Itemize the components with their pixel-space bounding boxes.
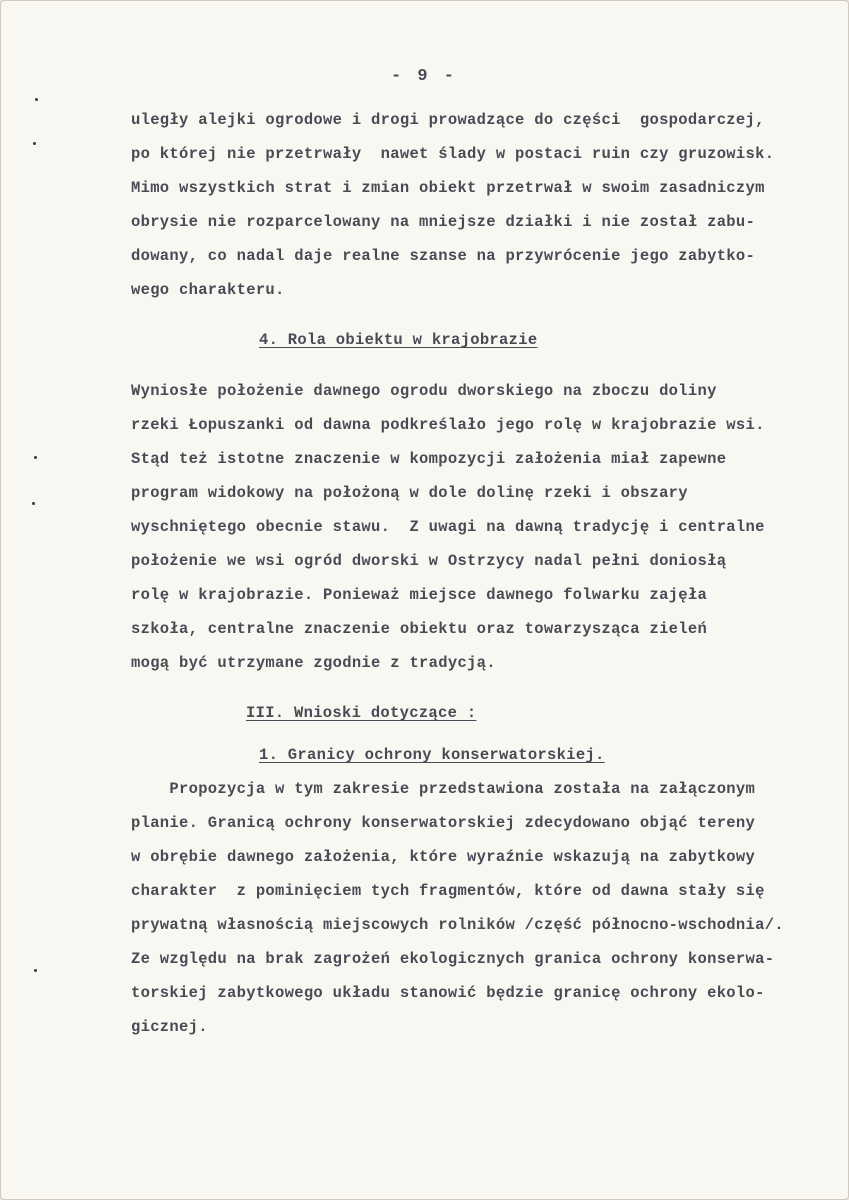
text-line: planie. Granicą ochrony konserwatorskiej zdecydowano objąć tereny [131,814,756,832]
text-line: gicznej. [131,1018,208,1036]
margin-speck [33,142,36,145]
text-line: po której nie przetrwały nawet ślady w postaci ruin czy gruzowisk. [131,145,775,163]
text-line: wyschniętego obecnie stawu. Z uwagi na dawną tradycję i centralne [131,518,765,536]
text-line: Ze względu na brak zagrożeń ekologicznych granica ochrony konserwa- [131,950,775,968]
text-line: obrysie nie rozparcelowany na mniejsze działki i nie został zabu- [131,213,756,231]
text-line: dowany, co nadal daje realne szanse na przywrócenie jego zabytko- [131,247,756,265]
text-line: Mimo wszystkich strat i zmian obiekt przetrwał w swoim zasadniczym [131,179,765,197]
text-line: szkoła, centralne znaczenie obiektu oraz towarzysząca zieleń [131,620,708,638]
section-heading: 4. Rola obiektu w krajobrazie [259,331,538,349]
text-line: wego charakteru. [131,281,285,299]
margin-speck [34,969,37,972]
margin-speck [32,502,35,505]
text-line: charakter z pominięciem tych fragmentów, które od dawna stały się [131,882,765,900]
text-line: mogą być utrzymane zgodnie z tradycją. [131,654,496,672]
text-line: w obrębie dawnego założenia, które wyraźnie wskazują na zabytkowy [131,848,756,866]
text-line: rzeki Łopuszanki od dawna podkreślało jego rolę w krajobrazie wsi. [131,416,765,434]
text-line: Wyniosłe położenie dawnego ogrodu dworskiego na zboczu doliny [131,382,717,400]
subsection-heading: 1. Granicy ochrony konserwatorskiej. [259,746,605,764]
text-line: położenie we wsi ogród dworski w Ostrzycy nadal pełni doniosłą [131,552,727,570]
section-heading: III. Wnioski dotyczące : [246,704,477,722]
margin-speck [35,98,38,101]
text-line: uległy alejki ogrodowe i drogi prowadzące do części gospodarczej, [131,111,765,129]
text-line: torskiej zabytkowego układu stanowić będzie granicę ochrony ekolo- [131,984,765,1002]
page-number: - 9 - [391,67,458,86]
text-line: Propozycja w tym zakresie przedstawiona została na załączonym [131,780,756,798]
margin-speck [34,456,37,459]
text-line: prywatną własnością miejscowych rolników /część północno-wschodnia/. [131,916,784,934]
text-line: rolę w krajobrazie. Ponieważ miejsce dawnego folwarku zajęła [131,586,708,604]
text-line: Stąd też istotne znaczenie w kompozycji założenia miał zapewne [131,450,727,468]
text-line: program widokowy na położoną w dole dolinę rzeki i obszary [131,484,688,502]
